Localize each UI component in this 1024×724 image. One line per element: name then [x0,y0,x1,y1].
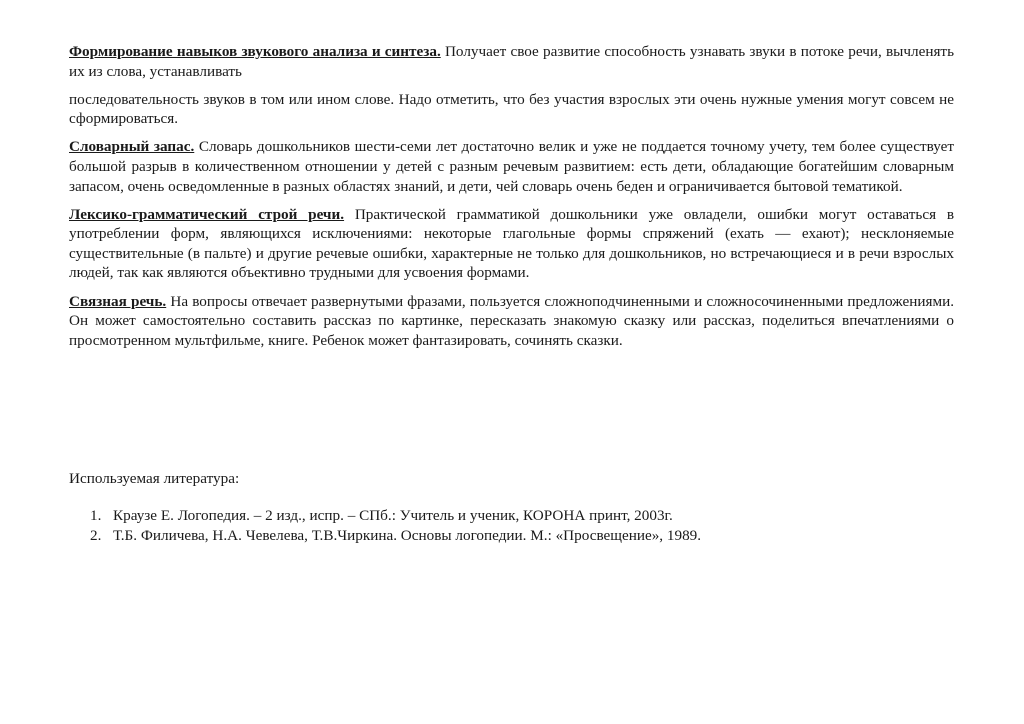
literature-title: Используемая литература: [69,470,240,487]
paragraph-vocabulary [69,137,954,196]
literature-item-text: Т.Б. Филичева, Н.А. Чевелева, Т.В.Чиркина. Основы логопедии. М.: «Просвещение», 1989. [113,527,702,544]
paragraph-text: Получает свое развитие способность узнавать звуки в потоке речи, вычленять их из слова, устанавливать [69,43,954,80]
paragraph-grammar [69,205,954,283]
heading-vocabulary: Словарный запас. [69,138,195,156]
paragraph-text: последовательность звуков в том или ином слове. Надо отметить, что без участия взрослых эти очень нужные умения могут совсем не сформироваться. [69,90,954,128]
literature-item [90,506,701,526]
literature-item-number: 2. [90,527,102,544]
heading-grammar: Лексико-грамматический строй речи. [69,205,345,223]
document-body [69,42,954,350]
heading-sound-analysis: Формирование навыков звукового анализа и синтеза. [69,43,441,60]
paragraph-coherent-speech [69,292,954,351]
literature-item-number: 1. [90,507,102,524]
paragraph-text: На вопросы отвечает развернутыми фразами, пользуется сложноподчиненными и сложносочиненными предложениями. Он может самостоятельно составить рассказ по картинке, пересказать знакомую сказку или рассказ, поделиться впечатлениями о просмотренном мультфильме, книге. Ребенок может фантазировать, сочинять сказки. [69,292,954,349]
literature-item [90,526,701,546]
literature-item-text: Краузе Е. Логопедия. – 2 изд., испр. – СПб.: Учитель и ученик, КОРОНА принт, 2003г. [113,507,673,524]
paragraph-sound-sequence [69,90,954,129]
paragraph-text: Практической грамматикой дошкольники уже овладели, ошибки могут оставаться в употреблении форм, являющихся исключениями: некоторые глагольные формы спряжений (ехать — ехают); несклоняемые существительные (в пальте) и другие речевые ошибки, характерные не только для дошкольников, но встречающиеся и в речи взрослых людей, так как являются объективно трудными для усвоения формами. [69,205,954,282]
paragraph-text: Словарь дошкольников шести-семи лет достаточно велик и уже не поддается точному учету, тем более существует большой разрыв в количественном отношении у детей с разным речевым развитием: есть дети, обладающие богатейшим словарным запасом, очень осведомленные в разных областях знаний, и дети, чей словарь очень беден и ограничивается бытовой тематикой. [69,138,955,195]
heading-coherent-speech: Связная речь. [69,292,167,310]
paragraph-sound-analysis [69,42,954,81]
literature-list [90,506,701,546]
